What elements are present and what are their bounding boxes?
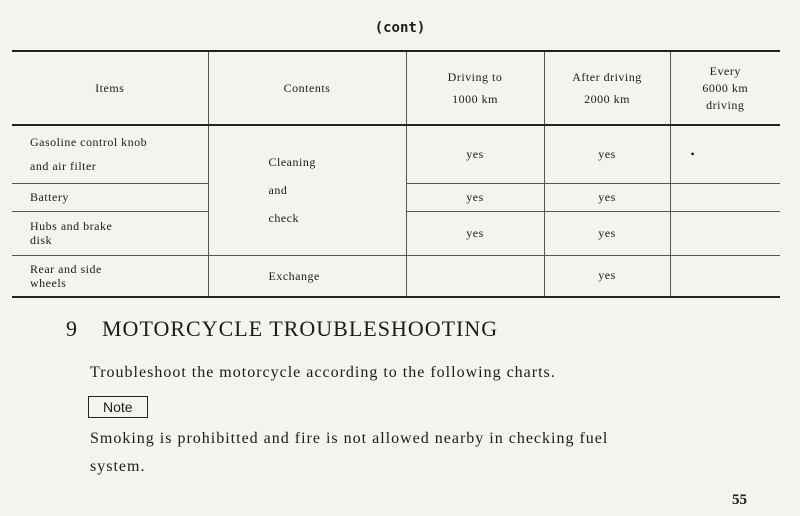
- note-text-line-1: Smoking is prohibitted and fire is not allowed nearby in checking fuel: [90, 430, 609, 447]
- table-row: [12, 125, 780, 183]
- header-contents: Contents: [208, 51, 406, 125]
- row-item: Hubs and brake disk: [30, 219, 113, 247]
- row-c3: •: [670, 125, 780, 183]
- row-c2: yes: [544, 183, 670, 211]
- table-header-row: [12, 51, 780, 125]
- note-label: Note: [88, 396, 148, 418]
- contents-exchange: Exchange: [208, 255, 406, 297]
- row-c1: yes: [406, 211, 544, 255]
- header-driving-1000: Driving to 1000 km: [406, 51, 544, 125]
- intro-paragraph: Troubleshoot the motorcycle according to the following charts.: [90, 364, 556, 381]
- maintenance-table: [12, 50, 780, 298]
- row-c1: yes: [406, 125, 544, 183]
- row-item: Rear and side wheels: [30, 261, 102, 290]
- row-c2: yes: [544, 255, 670, 297]
- row-item: Battery: [30, 190, 69, 204]
- header-after-2000: After driving 2000 km: [544, 51, 670, 125]
- row-c2: yes: [544, 125, 670, 183]
- header-items: Items: [95, 81, 125, 95]
- table-row: [12, 255, 780, 297]
- section-title: MOTORCYCLE TROUBLESHOOTING: [102, 316, 499, 341]
- row-item: Gasoline control knob and air filter: [30, 135, 148, 174]
- row-c3: [670, 255, 780, 297]
- row-c1: yes: [406, 183, 544, 211]
- section-heading: [66, 316, 498, 342]
- row-c3: [670, 183, 780, 211]
- section-number: 9: [66, 316, 78, 341]
- row-c2: yes: [544, 211, 670, 255]
- page-number: 55: [732, 492, 747, 508]
- note-text-line-2: system.: [90, 458, 146, 475]
- row-c3: [670, 211, 780, 255]
- header-every-6000: Every 6000 km driving: [670, 51, 780, 125]
- row-c1: [406, 255, 544, 297]
- continued-label: (cont): [374, 20, 426, 36]
- contents-cleaning-check: Cleaning and check: [208, 125, 406, 255]
